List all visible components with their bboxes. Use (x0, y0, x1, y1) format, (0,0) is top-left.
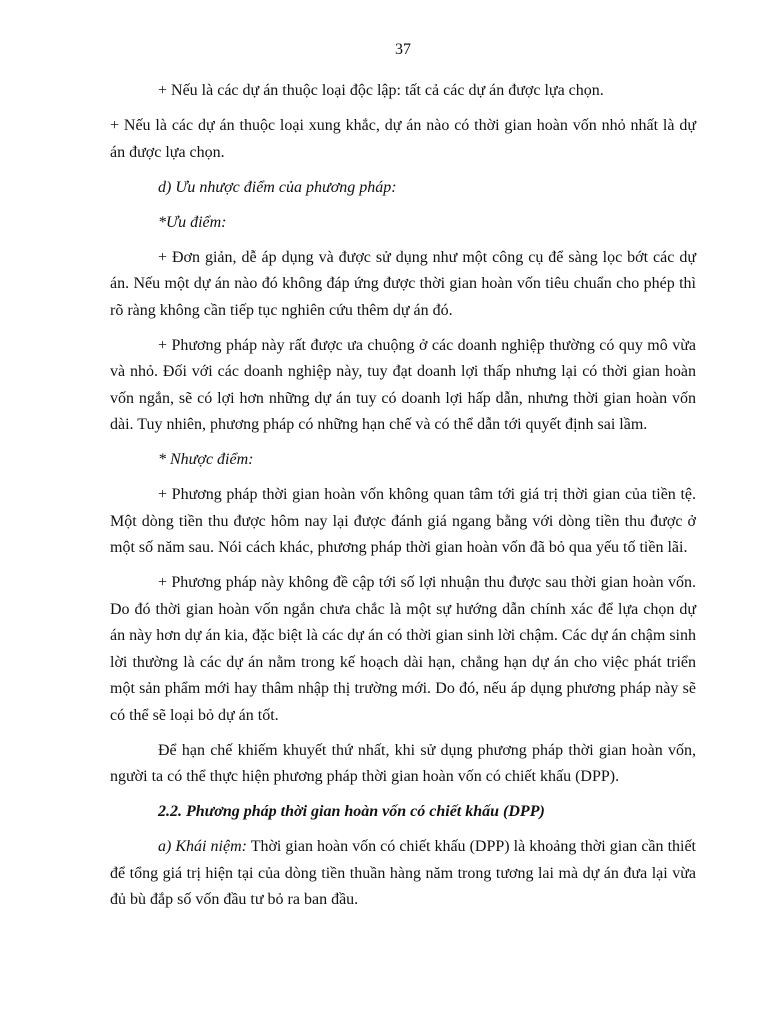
paragraph-mutually-exclusive-projects: + Nếu là các dự án thuộc loại xung khắc, dự án nào có thời gian hoàn vốn nhỏ nhất là dự án được lựa chọn. (110, 117, 696, 161)
paragraph-independent-projects: + Nếu là các dự án thuộc loại độc lập: tất cả các dự án được lựa chọn. (158, 82, 604, 99)
paragraph-disadvantage-profit: + Phương pháp này không đề cập tới số lợi nhuận thu được sau thời gian hoàn vốn. Do đó thời gian hoàn vốn ngắn chưa chắc là một sự hướng dẫn chính xác để lựa chọn dự án này hơn dự án kia, đặc biệt là các dự án có thời gian sinh lời chậm. Các dự án chậm sinh lời thường là các dự án nằm trong kế hoạch dài hạn, chẳng hạn dự án cho việc phát triển một sản phẩm mới hay thâm nhập thị trường mới. Do đó, nếu áp dụng phương pháp này sẽ có thể sẽ loại bỏ dự án tốt. (110, 574, 696, 724)
definition-label: a) Khái niệm: (158, 838, 247, 855)
definition-text: Thời gian hoàn vốn có chiết khấu (DPP) là khoảng thời gian cần thiết để tổng giá trị hiện tại của dòng tiền thuần hàng năm trong tương lai mà dự án đưa lại vừa đủ bù đắp số vốn đầu tư bỏ ra ban đầu. (110, 838, 697, 908)
paragraph-advantage-simple: + Đơn giản, dễ áp dụng và được sử dụng như một công cụ để sàng lọc bớt các dự án. Nếu một dự án nào đó không đáp ứng được thời gian hoàn vốn tiêu chuẩn cho phép thì rõ ràng không cần tiếp tục nghiên cứu thêm dự án đó. (110, 248, 696, 319)
paragraph-disadvantage-time-value: + Phương pháp thời gian hoàn vốn không quan tâm tới giá trị thời gian của tiền tệ. Một dòng tiền thu được hôm nay lại được đánh giá ngang bằng với dòng tiền thu được ở một số năm sau. Nói cách khác, phương pháp thời gian hoàn vốn đã bỏ qua yếu tố tiền lãi. (110, 486, 696, 556)
subheading-advantages: *Ưu điểm: (158, 213, 227, 231)
paragraph-dpp-definition (110, 834, 696, 914)
subheading-disadvantages: * Nhược điểm: (158, 451, 254, 468)
section-heading-pros-cons: d) Ưu nhược điểm của phương pháp: (158, 178, 397, 196)
paragraph-dpp-intro: Để hạn chế khiếm khuyết thứ nhất, khi sử dụng phương pháp thời gian hoàn vốn, người ta có thể thực hiện phương pháp thời gian hoàn vốn có chiết khấu (DPP). (110, 741, 696, 785)
section-heading-dpp: 2.2. Phương pháp thời gian hoàn vốn có chiết khấu (DPP) (158, 803, 545, 820)
page-number: 37 (395, 41, 411, 58)
paragraph-advantage-popular: + Phương pháp này rất được ưa chuộng ở các doanh nghiệp thường có quy mô vừa và nhỏ. Đối với các doanh nghiệp này, tuy đạt doanh lợi thấp nhưng lại có thời gian hoàn vốn ngắn, sẽ có lợi hơn những dự án tuy có doanh lợi hấp dẫn, nhưng thời gian hoàn vốn dài. Tuy nhiên, phương pháp có những hạn chế và có thể dẫn tới quyết định sai lầm. (110, 336, 696, 433)
document-body (110, 78, 696, 922)
